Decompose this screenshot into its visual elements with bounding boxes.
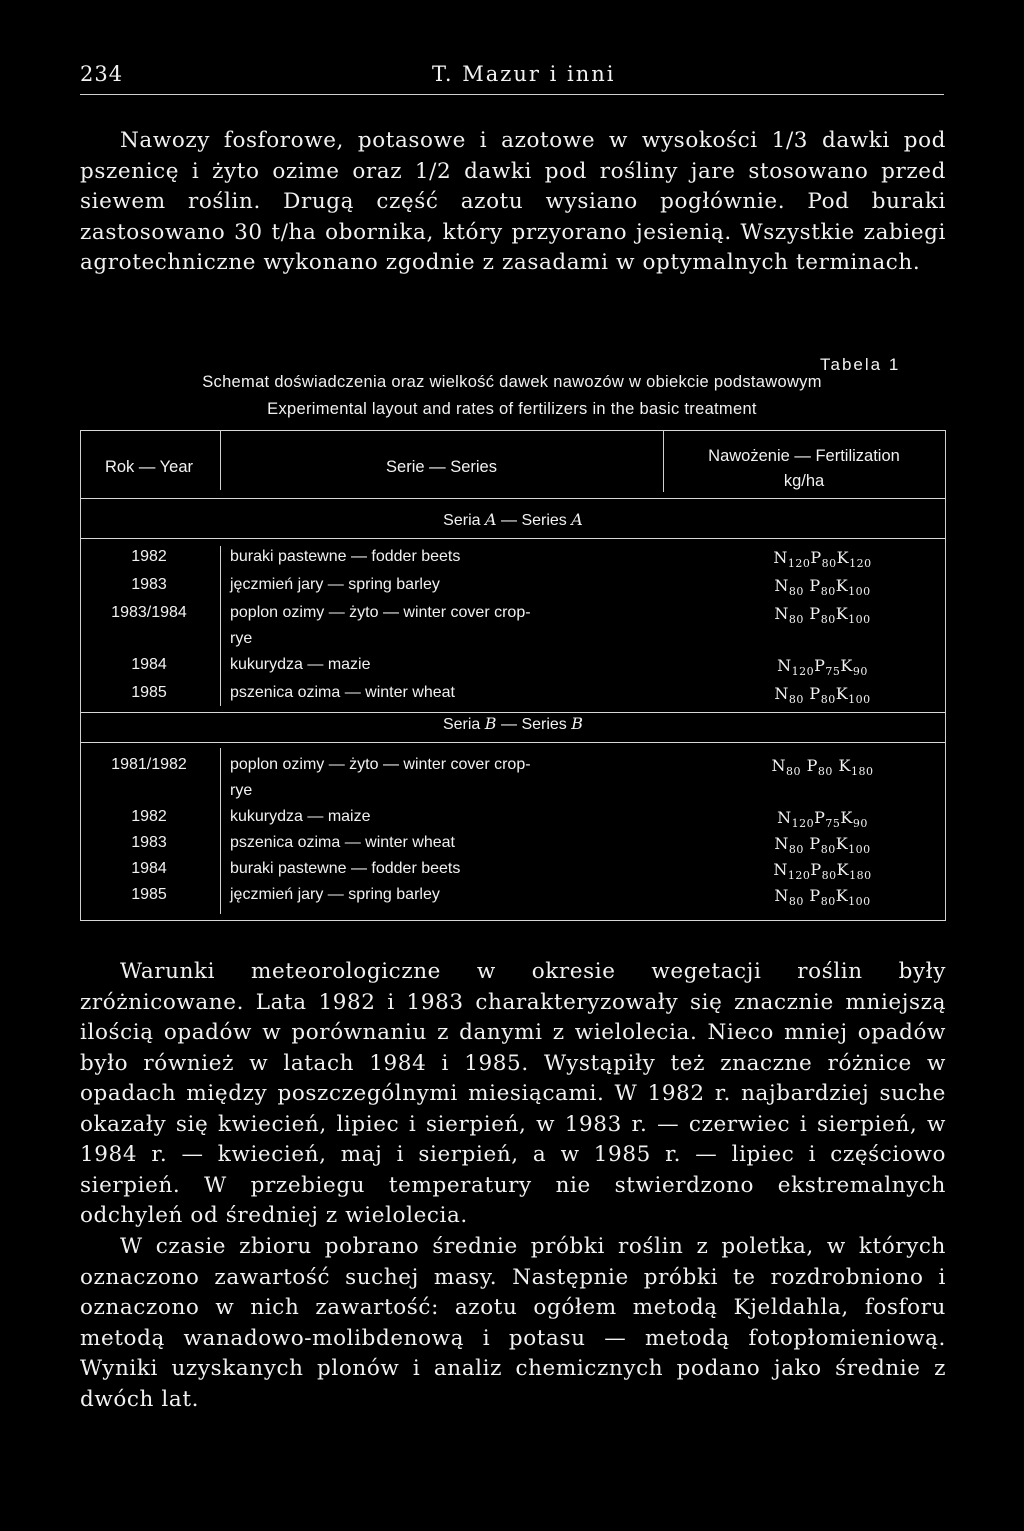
series-b-letter-en: B xyxy=(571,714,584,733)
table-caption-polish: Schemat doświadczenia oraz wielkość dawek nawozów w obiekcie podstawowym xyxy=(202,373,822,391)
table-row-fert: $N_{120}P_{75}K_{90}$ xyxy=(777,656,868,679)
series-a-letter: A xyxy=(484,510,497,529)
table-row-crop: buraki pastewne — fodder beets xyxy=(230,548,461,565)
series-b-prefix: Seria xyxy=(442,716,481,733)
paragraph-2-text: Warunki meteorologiczne w okresie wegetacji roślin były zróżnicowane. Lata 1982 i 1983 charakteryzowały się znacznie mniejszą ilością opadów w porównaniu z danymi z wielolecia. Nieco mniej opadów było również w latach 1984 i 1985. Wystąpiły też znaczne różnice w opadach między poszczególnymi miesiącami. W 1982 r. najbardziej suche okazały się kwiecień, lipiec i sierpień, w 1983 r. — czerwiec i sierpień, w 1984 r. — kwiecień, maj i sierpień, a w 1985 r. — lipiec i częściowo sierpień. W przebiegu temperatury nie stwierdzono ekstremalnych odchyleń od średniej z wielolecia. xyxy=(80,959,946,1228)
paragraph-1 xyxy=(80,126,946,279)
table-row-crop: jęczmień jary — spring barley xyxy=(230,576,440,593)
table-row-fert: $N_{80}$ $P_{80}K_{100}$ xyxy=(774,834,871,857)
table-row-year: 1984 xyxy=(131,860,167,877)
series-a-rule xyxy=(80,538,946,539)
table-row-fert: $N_{80}$ $P_{80}K_{100}$ xyxy=(774,604,871,627)
series-a-end-rule xyxy=(80,712,946,713)
paragraph-3-text: W czasie zbioru pobrano średnie próbki roślin z poletka, w których oznaczono zawartość suchej masy. Następnie próbki te rozdrobniono i oznaczono w nich zawartość: azotu ogółem metodą Kjeldahla, fosforu metodą wanadowo-molibdenową i potasu — metodą fotopłomieniową. Wyniki uzyskanych plonów i analiz chemicznych podano jako średnie z dwóch lat. xyxy=(80,1234,946,1412)
table-row-year: 1985 xyxy=(131,886,167,903)
table-row-crop: kukurydza — maize xyxy=(230,808,371,825)
table-row-year: 1983 xyxy=(131,576,167,593)
table-row-year: 1984 xyxy=(131,656,167,673)
series-b-rule xyxy=(80,742,946,743)
series-a-mid: — Series xyxy=(501,512,567,529)
table-row-crop: poplon ozimy — żyto — winter cover crop- xyxy=(230,604,531,621)
table-row-year: 1985 xyxy=(131,684,167,701)
table-row-crop: buraki pastewne — fodder beets xyxy=(230,860,461,877)
year-col-rule-b xyxy=(220,748,221,914)
year-col-rule-a xyxy=(220,546,221,706)
table-row-crop: poplon ozimy — żyto — winter cover crop- xyxy=(230,756,531,773)
series-a-letter-en: A xyxy=(571,510,583,529)
col-header-year: Rok — Year xyxy=(104,458,194,476)
page-number: 234 xyxy=(80,62,124,86)
table-bottom-rule xyxy=(80,920,946,921)
col-header-unit: kg/ha xyxy=(783,472,825,490)
table-row-year: 1983/1984 xyxy=(111,604,187,621)
table-row-year: 1982 xyxy=(131,808,167,825)
table-label: Tabela 1 xyxy=(820,355,901,374)
running-title: T. Mazur i inni xyxy=(432,62,616,86)
series-b-mid: — Series xyxy=(501,716,567,733)
table-row-crop-cont: rye xyxy=(230,630,253,647)
paragraph-1-text: Nawozy fosforowe, potasowe i azotowe w wysokości 1/3 dawki pod pszenicę i żyto ozime oraz 1/2 dawki pod rośliny jare stosowano przed siewem roślin. Drugą część azotu wysiano pogłównie. Pod buraki zastosowano 30 t/ha obornika, który przyorano jesienią. Wszystkie zabiegi agrotechniczne wykonano zgodnie z zasadami w optymalnych terminach. xyxy=(80,128,946,275)
table-row-crop: kukurydza — mazie xyxy=(230,656,371,673)
table-top-rule xyxy=(80,430,946,431)
series-b-letter: B xyxy=(484,714,497,733)
table-row-crop: pszenica ozima — winter wheat xyxy=(230,834,455,851)
table-row-fert: $N_{80}$ $P_{80}K_{100}$ xyxy=(774,576,871,599)
table-row-year: 1982 xyxy=(131,548,167,565)
table-row-fert: $N_{120}P_{80}K_{120}$ xyxy=(773,548,872,571)
table-row-fert: $N_{80}$ $P_{80}K_{100}$ xyxy=(774,886,871,909)
table-row-fert: $N_{120}P_{80}K_{180}$ xyxy=(773,860,872,883)
table-right-rule xyxy=(945,430,946,920)
header-rule xyxy=(80,94,944,95)
table-row-fert: $N_{120}P_{75}K_{90}$ xyxy=(777,808,868,831)
table-row-year: 1981/1982 xyxy=(111,756,187,773)
col-header-series: Serie — Series xyxy=(386,458,497,476)
table-row-year: 1983 xyxy=(131,834,167,851)
paragraph-2 xyxy=(80,957,946,1232)
header-bottom-rule xyxy=(80,498,946,499)
table-row-crop-cont: rye xyxy=(230,782,253,799)
table-row-fert: $N_{80}$ $P_{80}$ $K_{180}$ xyxy=(771,756,874,779)
series-b-title xyxy=(80,714,946,734)
fertilization-table xyxy=(80,430,946,930)
table-caption-english: Experimental layout and rates of fertilizers in the basic treatment xyxy=(267,400,757,418)
paragraph-3 xyxy=(80,1232,946,1415)
table-row-crop: jęczmień jary — spring barley xyxy=(230,886,440,903)
col-header-fertilization: Nawożenie — Fertilization xyxy=(708,447,900,465)
series-a-prefix: Seria xyxy=(443,512,481,529)
table-row-fert: $N_{80}$ $P_{80}K_{100}$ xyxy=(774,684,871,707)
page-header xyxy=(80,62,944,98)
series-a-title xyxy=(80,510,946,530)
table-row-crop: pszenica ozima — winter wheat xyxy=(230,684,455,701)
